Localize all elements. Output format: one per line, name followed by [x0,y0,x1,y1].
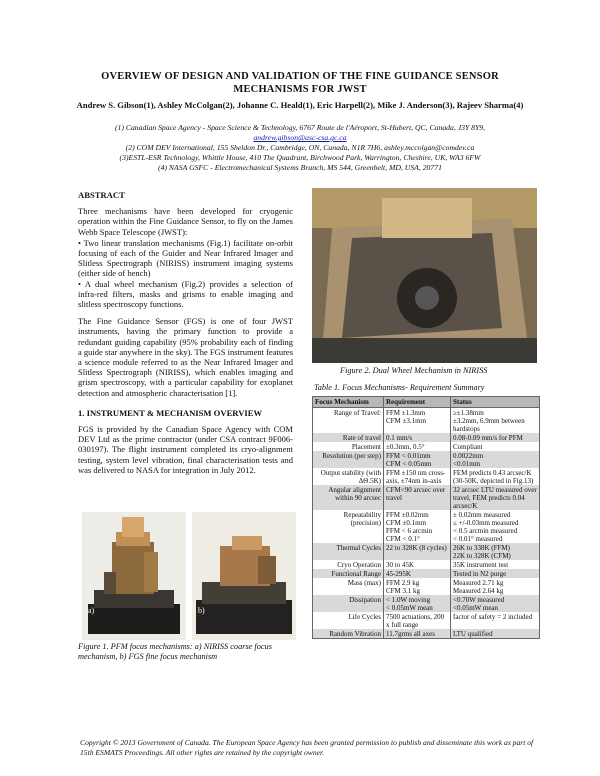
table-cell-param: Random Vibration [313,629,384,639]
table-cell-status: ≥±1.38mm ±3.2mm, 6.9mm between hardstops [451,408,540,434]
table-cell-req: < 1.0W moving < 0.05mW mean [384,595,451,612]
abstract-heading: ABSTRACT [78,190,125,200]
table-header-cell: Status [451,397,540,408]
table-row [313,451,540,468]
table-cell-req: FFM ±1.3mm CFM ±3.1mm [384,408,451,434]
table-row [313,560,540,569]
table-row [313,442,540,451]
table-cell-param: Range of Travel: [313,408,384,434]
affiliations [40,123,560,173]
table-row [313,595,540,612]
table-row [313,578,540,595]
affiliation-2: (2) COM DEV International, 155 Sheldon Dr., Cambridge, ON, Canada, N1R 7H6, ashley.mccolgan@comdev.ca [125,143,475,152]
table-cell-status: 26K to 338K (FFM) 22K to 328K (CFM) [451,543,540,560]
left-column [78,190,293,482]
table-row [313,543,540,560]
table-row [313,468,540,485]
figure-2-caption: Figure 2. Dual Wheel Mechanism in NIRISS [340,366,488,375]
table-cell-req: 11.7grms all axes [384,629,451,639]
table-header-cell: Requirement [384,397,451,408]
focus-mechanism-table [312,396,540,639]
table-cell-req: FFM < 0.01mm CFM < 0.05mm [384,451,451,468]
author-list: Andrew S. Gibson(1), Ashley McColgan(2), Johanne C. Heald(1), Eric Harpell(2), Mike J. Anderson(3), Rajeev Sharma(4) [76,100,524,110]
table-cell-status: 32 arcsec LTU measured over travel, FEM predicts 0.04 arcsec/K [451,485,540,510]
abstract-paragraph: The Fine Guidance Sensor (FGS) is one of four JWST instruments, having the primary function to provide a redundant guiding capability (95% probability each of finding a guide star anywhere in the sky). The FGS instrument features a science module referred to as the Near Infrared Imager and Slitless Spectrograph (NIRISS), which enables imaging and grism spectroscopy, with a particular capability for exoplanet detection and atmospheric characterisation [1]. [78,316,293,398]
section-1-paragraph: FGS is provided by the Canadian Space Agency with COM DEV Ltd as the prime contractor (under CSA contract 9F006-030197). The flight instrument completed its cryo-alignment testing, system level vibration, final characterisation tests and was delivered to NASA for integration in July 2012. [78,424,293,475]
table-cell-status: Measured 2.71 kg Measured 2.64 kg [451,578,540,595]
figure-1-caption: Figure 1. PFM focus mechanisms: a) NIRISS coarse focus mechanism, b) FGS fine focus mechanism [78,642,272,661]
table-cell-req: 22 to 328K (8 cycles) [384,543,451,560]
table-1-caption: Table 1. Focus Mechanisms- Requirement Summary [314,383,485,392]
table-row [313,612,540,629]
table-cell-param: Placement [313,442,384,451]
affiliation-4: (4) NASA GSFC - Electromechanical Systems Branch, MS 544, Greenbelt, MD, USA, 20771 [158,163,442,172]
table-header-row [313,397,540,408]
table-cell-status: 35K instrument test [451,560,540,569]
table-row [313,569,540,578]
figure-1a-label: a) [88,606,95,615]
affiliation-1-email[interactable]: andrew.gibson@asc-csa.gc.ca [253,133,347,142]
table-cell-param: Resolution (per step) [313,451,384,468]
table-cell-param: Thermal Cycles [313,543,384,560]
table-cell-param: Rate of travel [313,433,384,442]
table-cell-req: CFM<90 arcsec over travel [384,485,451,510]
table-cell-param: Output stability (with ΔΘ.5K) [313,468,384,485]
table-cell-req: 7500 actuations, 200 x full range [384,612,451,629]
table-cell-status: factor of safety = 2 included [451,612,540,629]
abstract-bullet-2: • A dual wheel mechanism (Fig.2) provides a selection of infra-red filters, masks and grisms to enable imaging and slitless spectroscopy functions. [78,278,293,310]
affiliation-1: (1) Canadian Space Agency - Space Science & Technology, 6767 Route de l'Aéroport, St-Hubert, QC, Canada, J3Y 8Y9, [114,123,486,132]
abstract-intro: Three mechanisms have been developed for cryogenic operation within the Fine Guidance Sensor, to fly on the James Webb Space Telescope (JWST): [78,206,293,237]
table-cell-status: ± 0.02mm measured ≤ +/-0.03mm measured < 0.5 arcmin measured < 0.01° measured [451,510,540,543]
paper-title: OVERVIEW OF DESIGN AND VALIDATION OF THE FINE GUIDANCE SENSOR MECHANISMS FOR JWST [101,71,499,95]
table-cell-status: 0.0022mm <0.01mm [451,451,540,468]
table-cell-param: Cryo Operation [313,560,384,569]
table-cell-status: Tested in N2 purge [451,569,540,578]
table-cell-status: LTU qualified [451,629,540,639]
table-cell-param: Mass (max) [313,578,384,595]
table-cell-status: <0.70W measured <0.05mW mean [451,595,540,612]
table-row [313,485,540,510]
table-cell-req: FFM 2.9 kg CFM 3.1 kg [384,578,451,595]
table-cell-param: Life Cycles [313,612,384,629]
table-cell-req: 45-295K [384,569,451,578]
table-cell-param: Angular alignment within 90 arcsec [313,485,384,510]
table-cell-status: FEM predicts 0.43 arcsec/K (30-50K, depicted in Fig.13) [451,468,540,485]
figure-1b-photo [192,512,296,640]
table-cell-req: 0.1 mm/s [384,433,451,442]
table-row [313,408,540,434]
table-row [313,629,540,639]
figure-2-photo [312,188,537,363]
abstract-bullet-1: • Two linear translation mechanisms (Fig.1) facilitate on-orbit focusing of each of the Guider and Near Infrared Imager and Slitless Spectrograph (NIRISS) instrument imaging systems (either side of bench) [78,237,293,279]
affiliation-3: (3)ESTL-ESR Technology, Whittle House, 410 The Quadrant, Birchwood Park, Warrington, Cheshire, UK, WA3 6FW [119,153,481,162]
table-cell-status: 0.08-0.09 mm/s for PFM [451,433,540,442]
table-cell-status: Compliant [451,442,540,451]
table-cell-req: FFM ±150 nm cross-axis, ±74nm in-axis [384,468,451,485]
copyright-footer: Copyright © 2013 Government of Canada. The European Space Agency has been granted permission to publish and disseminate this work as part of 15th ESMATS Proceedings. All other rights are retained by the copyright owner. [80,738,534,757]
table-cell-req: 30 to 45K [384,560,451,569]
figure-1a-photo [82,512,186,640]
table-row [313,433,540,442]
table-cell-req: FFM ±0.02mm CFM ±0.1mm FFM < 6 arcmin CFM < 0.1° [384,510,451,543]
table-cell-param: Dissipation [313,595,384,612]
figure-1b-label: b) [198,606,205,615]
table-cell-param: Functional Range [313,569,384,578]
section-1-heading: 1. INSTRUMENT & MECHANISM OVERVIEW [78,407,263,418]
table-cell-req: ±0.3mm, 0.5° [384,442,451,451]
table-cell-param: Repeatability (precision) [313,510,384,543]
table-row [313,510,540,543]
table-header-cell: Focus Mechanism [313,397,384,408]
